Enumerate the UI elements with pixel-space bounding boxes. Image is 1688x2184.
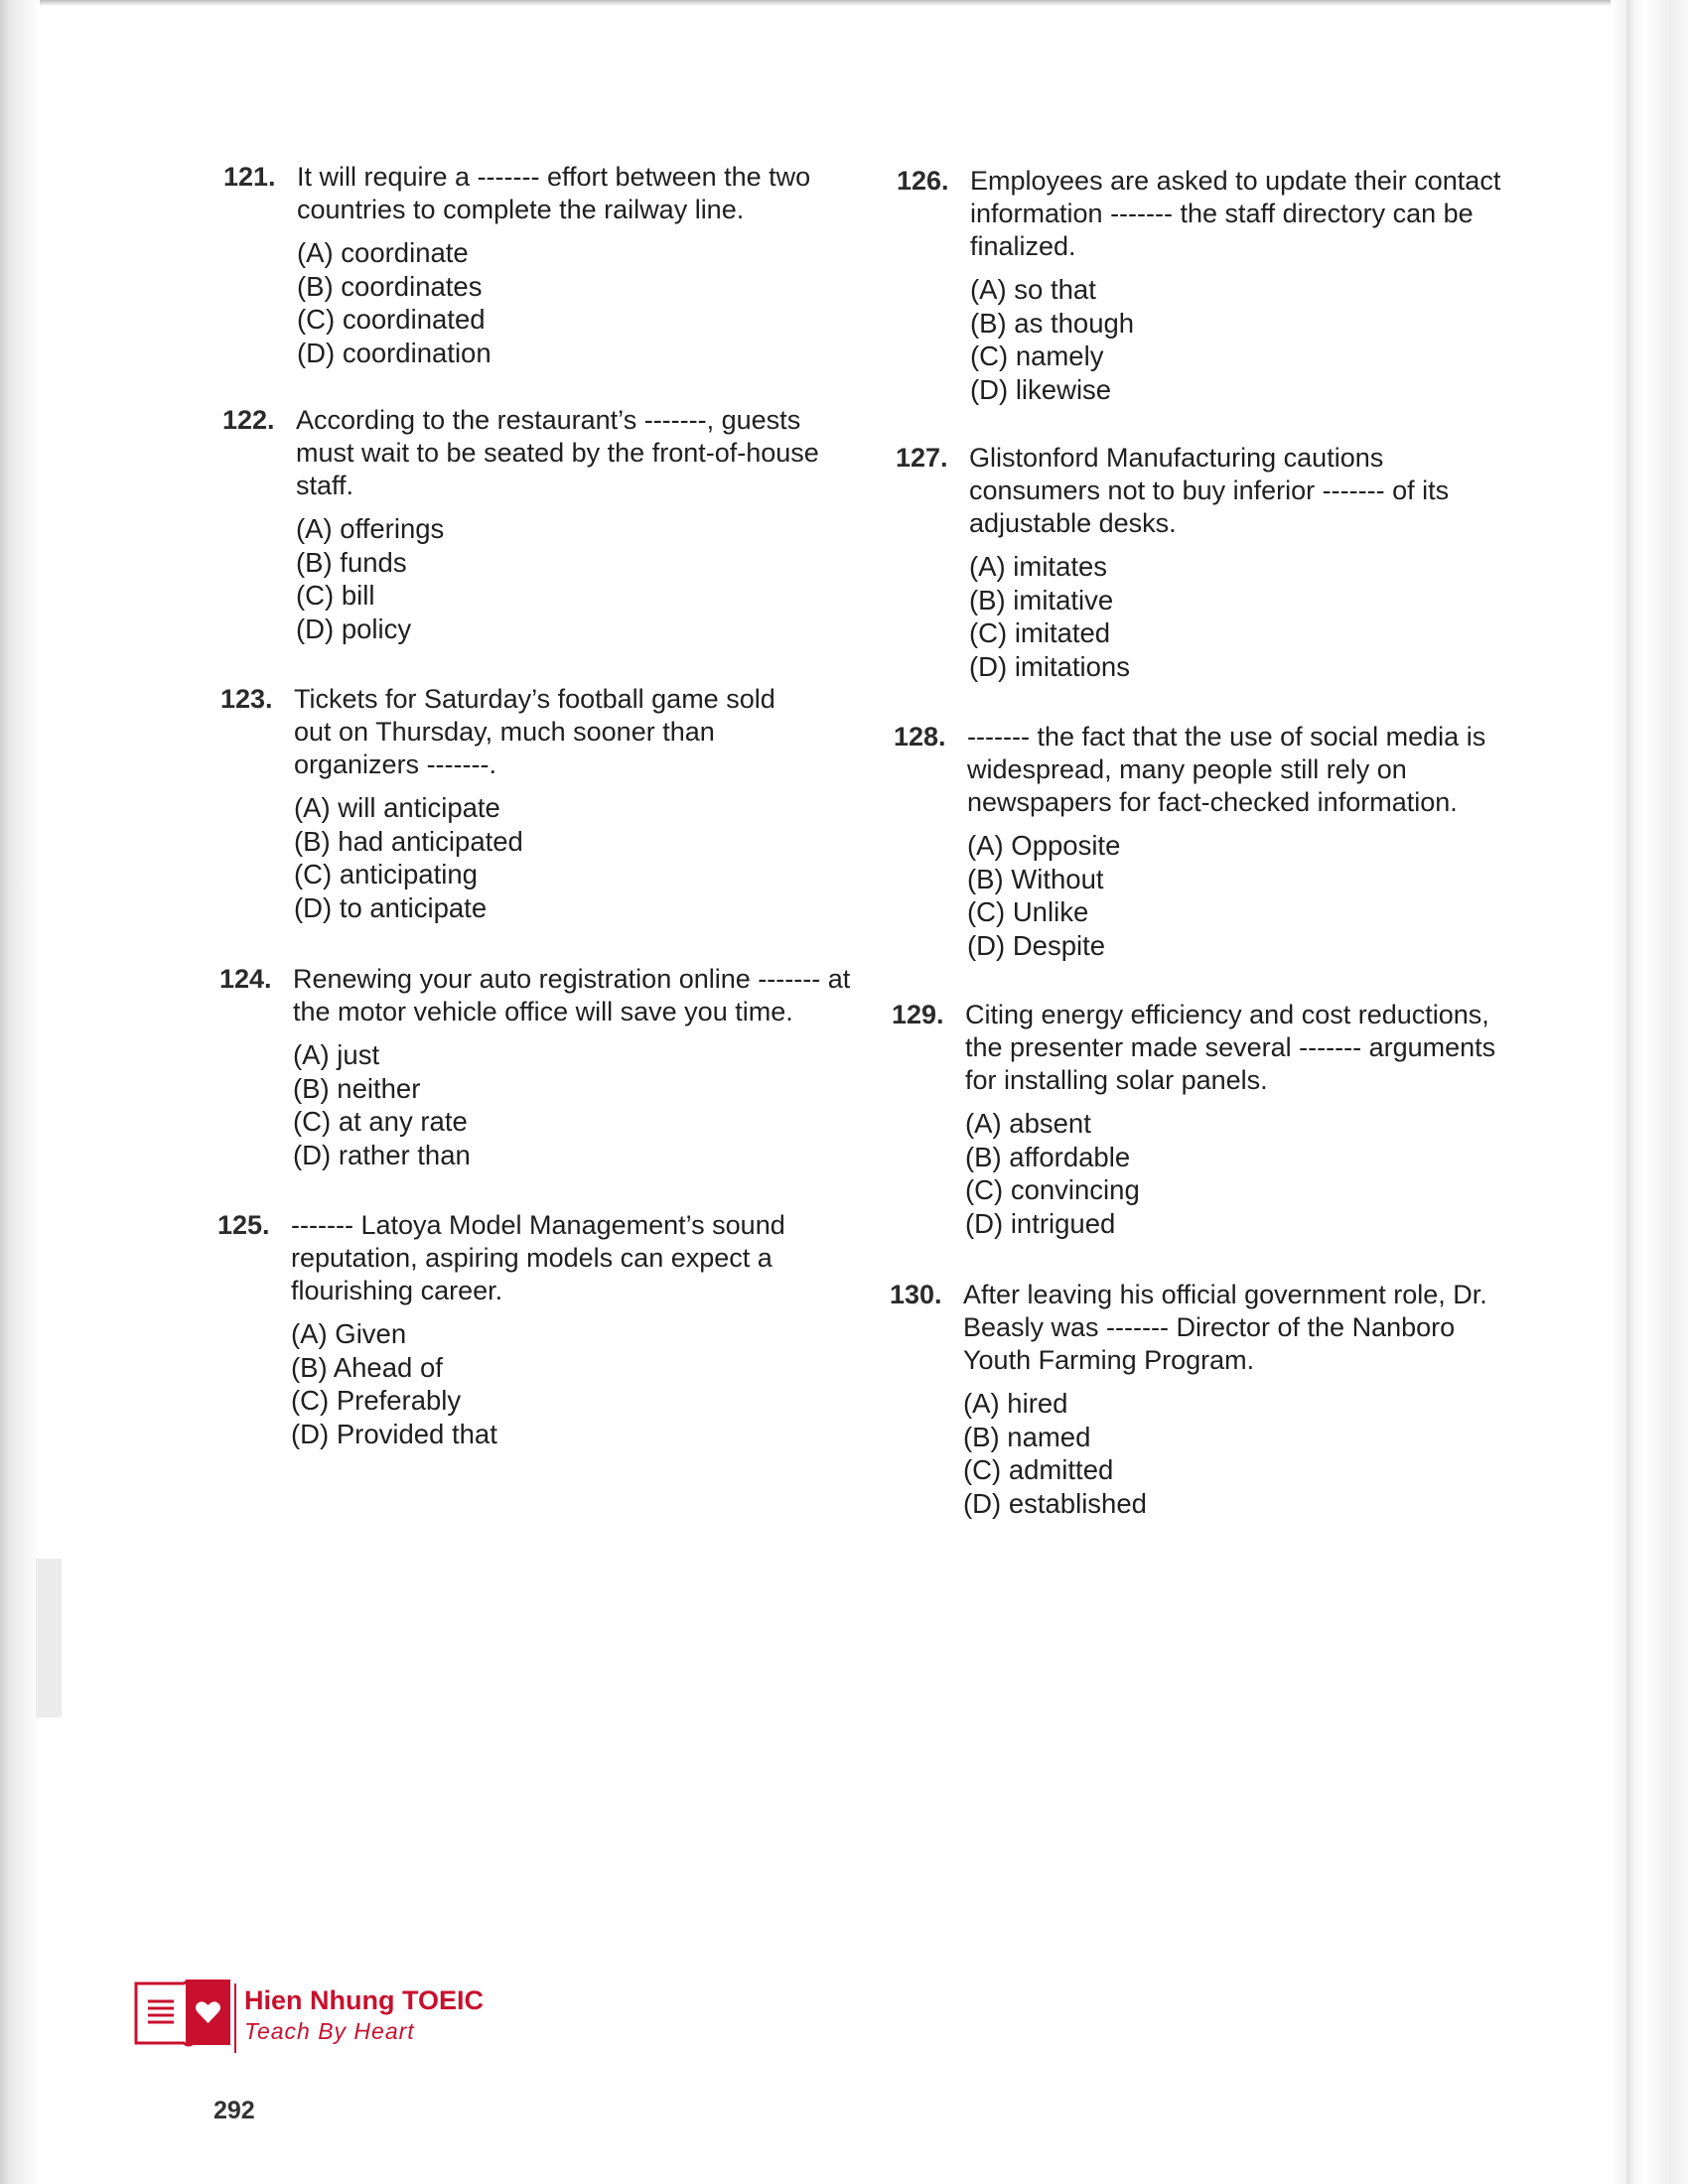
option-d[interactable]: (D) established — [963, 1487, 1147, 1519]
option-d[interactable]: (D) imitations — [969, 650, 1130, 682]
page-number: 292 — [213, 2097, 255, 2124]
option-a[interactable]: (A) offerings — [296, 513, 445, 544]
question-stem: Citing energy efficiency and cost reductions, the presenter made several ------- arguments for installing solar panels. — [965, 1000, 1496, 1095]
brand-block — [234, 1983, 484, 2053]
answer-options — [291, 1317, 853, 1450]
option-c[interactable]: (C) anticipating — [294, 859, 478, 889]
answer-options — [297, 236, 859, 369]
question-number: 127. — [896, 443, 948, 473]
option-c[interactable]: (C) imitated — [969, 617, 1111, 648]
scan-right-edge — [1611, 0, 1688, 2184]
question-stem: After leaving his official government role, Dr. Beasly was ------- Director of the Nanboro Youth Farming Program. — [963, 1280, 1487, 1375]
answer-options — [296, 512, 858, 645]
option-b[interactable]: (B) funds — [296, 546, 407, 578]
option-b[interactable]: (B) Without — [967, 863, 1104, 894]
option-d[interactable]: (D) rather than — [293, 1139, 471, 1170]
option-a[interactable]: (A) hired — [963, 1388, 1068, 1419]
answer-options — [970, 273, 1532, 406]
question-number: 125. — [217, 1210, 270, 1240]
question-128 — [894, 721, 1529, 962]
question-stem: Renewing your auto registration online ------- at the motor vehicle office will save you time. — [293, 964, 851, 1026]
option-c[interactable]: (C) Unlike — [967, 896, 1089, 927]
scan-left-shadow — [36, 1559, 62, 1717]
option-d[interactable]: (D) likewise — [970, 373, 1112, 405]
option-a[interactable]: (A) Given — [291, 1318, 407, 1349]
scan-top-edge — [40, 0, 1611, 6]
brand-name: Hien Nhung TOEIC — [244, 1985, 484, 2015]
question-130 — [890, 1279, 1525, 1520]
option-b[interactable]: (B) neither — [293, 1072, 421, 1104]
question-number: 121. — [223, 162, 276, 192]
question-129 — [892, 999, 1527, 1240]
scan-left-edge — [0, 0, 40, 2184]
option-c[interactable]: (C) convincing — [965, 1174, 1140, 1205]
question-126 — [897, 165, 1532, 406]
option-c[interactable]: (C) namely — [970, 341, 1104, 371]
option-c[interactable]: (C) coordinated — [297, 304, 486, 335]
option-d[interactable]: (D) Provided that — [291, 1418, 497, 1449]
question-number: 124. — [219, 964, 272, 994]
question-124 — [219, 963, 855, 1171]
answer-options — [294, 791, 856, 924]
question-122 — [222, 404, 858, 645]
question-stem: It will require a ------- effort between the two countries to complete the railway line. — [297, 162, 811, 224]
option-b[interactable]: (B) named — [963, 1421, 1091, 1452]
option-c[interactable]: (C) admitted — [963, 1454, 1114, 1485]
question-number: 128. — [894, 722, 946, 751]
option-d[interactable]: (D) coordination — [297, 337, 492, 368]
question-stem: ------- Latoya Model Management’s sound reputation, aspiring models can expect a flourishing career. — [291, 1210, 785, 1305]
option-a[interactable]: (A) just — [293, 1039, 380, 1070]
question-number: 122. — [222, 405, 275, 435]
option-b[interactable]: (B) coordinates — [297, 270, 483, 302]
question-123 — [220, 683, 856, 924]
option-c[interactable]: (C) Preferably — [291, 1385, 462, 1416]
option-a[interactable]: (A) imitates — [969, 551, 1108, 582]
option-a[interactable]: (A) coordinate — [297, 237, 469, 268]
question-121 — [223, 161, 859, 369]
question-stem: According to the restaurant’s -------, guests must wait to be seated by the front-of-house staff. — [296, 405, 819, 500]
question-stem: Employees are asked to update their contact information ------- the staff directory can be finalized. — [970, 166, 1501, 261]
question-127 — [896, 442, 1531, 683]
option-b[interactable]: (B) imitative — [969, 584, 1114, 615]
question-number: 129. — [892, 1000, 944, 1029]
question-stem: Glistonford Manufacturing cautions consumers not to buy inferior ------- of its adjustable desks. — [969, 443, 1450, 538]
option-b[interactable]: (B) Ahead of — [291, 1351, 443, 1383]
question-number: 126. — [897, 166, 949, 196]
option-b[interactable]: (B) as though — [970, 307, 1135, 339]
answer-options — [965, 1107, 1527, 1240]
option-a[interactable]: (A) so that — [970, 274, 1096, 305]
option-d[interactable]: (D) to anticipate — [294, 891, 488, 923]
answer-options — [967, 829, 1529, 962]
option-a[interactable]: (A) Opposite — [967, 830, 1121, 861]
option-d[interactable]: (D) policy — [296, 613, 412, 644]
brand-tagline: Teach By Heart — [244, 2018, 415, 2044]
answer-options — [969, 550, 1531, 683]
option-b[interactable]: (B) had anticipated — [294, 825, 523, 857]
option-d[interactable]: (D) intrigued — [965, 1207, 1116, 1239]
question-stem: ------- the fact that the use of social media is widespread, many people still rely on newspapers for fact-checked information. — [967, 722, 1486, 817]
question-stem: Tickets for Saturday’s football game sold out on Thursday, much sooner than organizers -------. — [294, 684, 775, 779]
option-c[interactable]: (C) bill — [296, 580, 375, 611]
option-c[interactable]: (C) at any rate — [293, 1106, 468, 1137]
question-number: 130. — [890, 1280, 942, 1309]
option-d[interactable]: (D) Despite — [967, 929, 1106, 961]
option-a[interactable]: (A) will anticipate — [294, 792, 500, 823]
question-number: 123. — [220, 684, 273, 714]
answer-options — [963, 1387, 1525, 1520]
question-125 — [217, 1209, 853, 1450]
option-b[interactable]: (B) affordable — [965, 1141, 1131, 1172]
answer-options — [293, 1038, 855, 1171]
option-a[interactable]: (A) absent — [965, 1108, 1091, 1139]
